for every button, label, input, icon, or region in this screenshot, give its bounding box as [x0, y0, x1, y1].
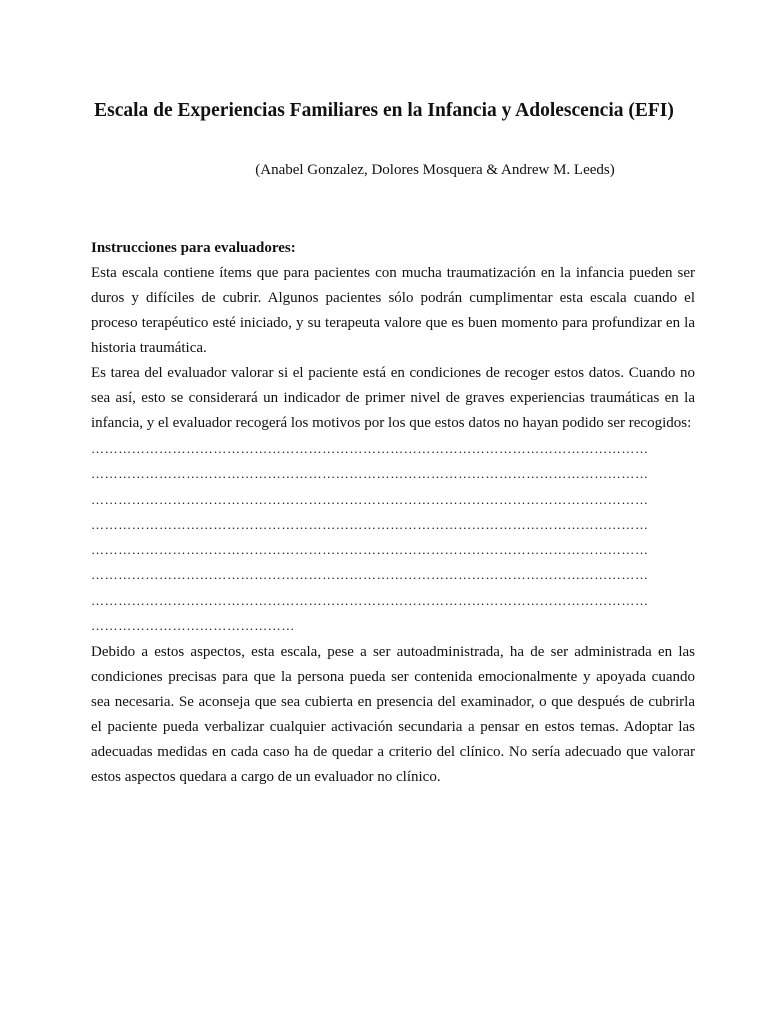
instructions-heading: Instrucciones para evaluadores: — [91, 240, 296, 256]
paragraph-evaluator-task: Es tarea del evaluador valorar si el paciente está en condiciones de recoger estos datos. Cuando no sea así, esto se considerará un indicador de primer nivel de graves experiencias traumáticas en la infancia, y el evaluador recogerá los motivos por los que estos datos no hayan podido ser recogidos: — [91, 365, 695, 431]
dotted-line: …………………………………………………………………………………………………………… — [91, 516, 649, 532]
dotted-line: …………………………………………………………………………………………………………… — [91, 592, 649, 608]
dotted-line: …………………………………………………………………………………………………………… — [91, 542, 649, 558]
dotted-line: …………………………………………………………………………………………………………… — [91, 441, 649, 456]
dotted-line: …………………………………………………………………………………………………………… — [91, 567, 649, 583]
paragraph-intro: Esta escala contiene ítems que para pacientes con mucha traumatización en la infancia pueden ser duros y difíciles de cubrir. Algunos pacientes sólo podrán cumplimentar esta escala cuando el proceso terapéutico esté iniciado, y su terapeuta valore que es buen momento para profundizar en la historia traumática. — [91, 265, 695, 356]
document-authors — [60, 160, 768, 180]
dotted-line: …………………………………………………………………………………………………………… — [91, 491, 649, 507]
document-body — [91, 236, 695, 790]
dotted-line: ……………………………………… — [91, 618, 295, 634]
dotted-answer-lines — [91, 436, 695, 638]
paragraph-administration: Debido a estos aspectos, esta escala, pese a ser autoadministrada, ha de ser administrada en las condiciones precisas para que la persona pueda ser contenida emocionalmente y apoyada cuando sea necesaria. Se aconseja que sea cubierta en presencia del examinador, o que después de cubrirla el paciente pueda verbalizar cualquier activación secundaria a pensar en estos temas. Adoptar las adecuadas medidas en cada caso ha de quedar a criterio del clínico. No sería adecuado que valorar estos aspectos quedara a cargo de un evaluador no clínico. — [91, 644, 695, 786]
authors-text: (Anabel Gonzalez, Dolores Mosquera & Andrew M. Leeds) — [255, 162, 615, 178]
dotted-line: …………………………………………………………………………………………………………… — [91, 466, 649, 482]
document-title: Escala de Experiencias Familiares en la Infancia y Adolescencia (EFI) — [94, 100, 674, 121]
